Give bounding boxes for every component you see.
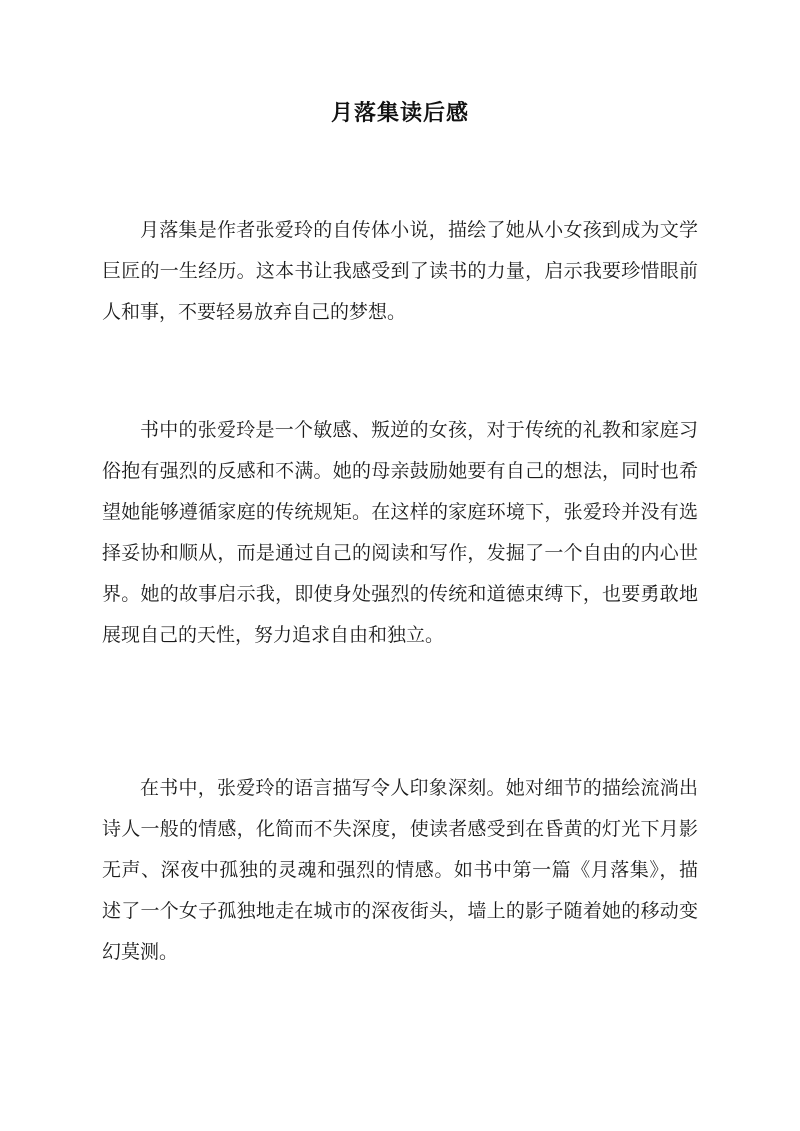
paragraph-3: 在书中，张爱玲的语言描写令人印象深刻。她对细节的描绘流淌出诗人一般的情感，化简而不失深度，使读者感受到在昏黄的灯光下月影无声、深夜中孤独的灵魂和强烈的情感。如书中第一篇《月落集》，描述了一个女子孤独地走在城市的深夜街头，墙上的影子随着她的移动变幻莫测。: [102, 777, 698, 963]
paragraph-1: 月落集是作者张爱玲的自传体小说，描绘了她从小女孩到成为文学巨匠的一生经历。这本书让我感受到了读书的力量，启示我要珍惜眼前人和事，不要轻易放弃自己的梦想。: [102, 219, 698, 323]
paragraph-2: 书中的张爱玲是一个敏感、叛逆的女孩，对于传统的礼教和家庭习俗抱有强烈的反感和不满。她的母亲鼓励她要有自己的想法，同时也希望她能够遵循家庭的传统规矩。在这样的家庭环境下，张爱玲并没有选择妥协和顺从，而是通过自己的阅读和写作，发掘了一个自由的内心世界。她的故事启示我，即使身处强烈的传统和道德束缚下，也要勇敢地展现自己的天性，努力追求自由和独立。: [102, 419, 698, 646]
document-title: 月落集读后感: [330, 100, 469, 126]
